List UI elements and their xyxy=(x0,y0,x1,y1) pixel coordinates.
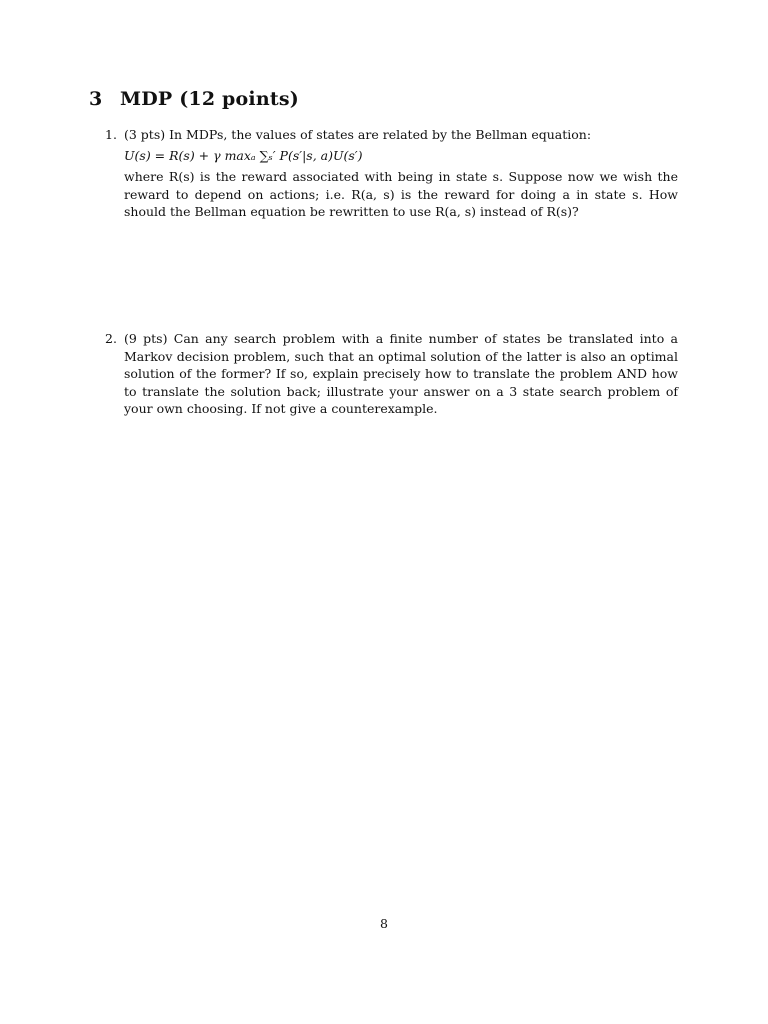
question-1 xyxy=(105,126,678,221)
question-number: 1. xyxy=(105,127,117,142)
page-number: 8 xyxy=(380,916,388,931)
section-number: 3 xyxy=(89,88,103,110)
question-2 xyxy=(105,330,678,418)
section-title: MDP (12 points) xyxy=(120,88,299,110)
section-heading xyxy=(89,88,299,110)
question-2-text: (9 pts) Can any search problem with a finite number of states be translated into a Markov decision problem, such that an optimal solution of the latter is also an optimal solution of the former? If so, explain precisely how to translate the problem AND how to translate the solution back; illustrate your answer on a 3 state search problem of your own choosing. If not give a counterexample. xyxy=(124,331,678,416)
question-1-intro: (3 pts) In MDPs, the values of states are related by the Bellman equation: xyxy=(124,127,592,142)
bellman-equation: U(s) = R(s) + γ maxₐ ∑ₛ′ P(s′|s, a)U(s′) xyxy=(124,147,363,163)
question-1-text: where R(s) is the reward associated with being in state s. Suppose now we wish the reward to depend on actions; i.e. R(a, s) is the reward for doing a in state s. How should the Bellman equation be rewritten to use R(a, s) instead of R(s)? xyxy=(124,169,678,219)
question-number: 2. xyxy=(105,331,117,346)
